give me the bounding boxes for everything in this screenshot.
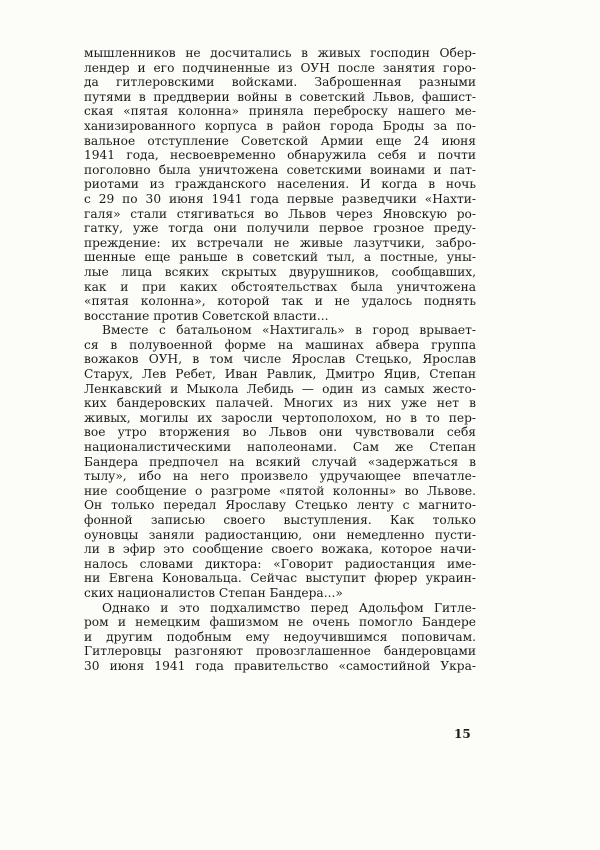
body-text <box>84 46 476 674</box>
text-line: тылу», ибо на него произвело удручающее впечатле- <box>84 469 476 484</box>
text-line: ся в полувоенной форме на машинах абвера группа <box>84 337 476 352</box>
text-line: ние сообщение о разгроме «пятой колонны» во Львове. <box>84 483 476 498</box>
text-line: налось словами диктора: «Говорит радиостанция име- <box>84 556 476 571</box>
text-line: лые лица всяких скрытых двурушников, сообщавших, <box>84 264 476 279</box>
text-line: шенные еще раньше в советский тыл, а постные, уны- <box>84 250 476 265</box>
text-line: мышленников не досчитались в живых господин Обер- <box>84 46 476 60</box>
text-line: ли в эфир это сообщение своего вожака, которое начи- <box>84 542 476 557</box>
text-line: вальное отступление Советской Армии еще 24 июня <box>84 133 476 148</box>
text-line: преждение: их встречали не живые лазутчики, забро- <box>84 235 476 250</box>
text-line: 30 июня 1941 года правительство «самостийной Укра- <box>84 658 476 673</box>
text-line: ханизированного корпуса в район города Броды за по- <box>84 118 476 133</box>
text-line: восстание против Советской власти... <box>84 308 329 323</box>
text-line: да гитлеровскими войсками. Заброшенная разными <box>84 75 476 90</box>
text-line: как и при каких обстоятельствах была уничтожена <box>84 279 476 294</box>
text-line: ром и немецким фашизмом не очень помогло Бандере <box>84 615 476 630</box>
text-line: с 29 по 30 июня 1941 года первые разведчики «Нахти- <box>84 191 476 206</box>
text-line: националистическими наполеонами. Сам же Степан <box>84 440 476 455</box>
text-line: ких бандеровских палачей. Многих из них уже нет в <box>84 396 476 411</box>
text-line: Гитлеровцы разгоняют провозглашенное бандеровцами <box>84 644 476 659</box>
text-line: оуновцы заняли радиостанцию, они немедленно пусти- <box>84 527 476 542</box>
text-line: ская «пятая колонна» приняла переброску нашего ме- <box>84 104 476 119</box>
text-line: вожаков ОУН, в том числе Ярослав Стецько, Ярослав <box>84 352 476 367</box>
page-number: 15 <box>454 727 471 741</box>
text-line: Ленкавский и Мыкола Лебидь — один из самых жесто- <box>84 381 476 396</box>
text-line: риотами из гражданского населения. И когда в ночь <box>84 177 476 192</box>
text-line: живых, могилы их заросли чертополохом, но в то пер- <box>84 410 476 425</box>
text-line: Вместе с батальоном «Нахтигаль» в город врывает- <box>102 323 476 338</box>
text-line: вое утро вторжения во Львов они чувствовали себя <box>84 425 476 440</box>
text-line: ских националистов Степан Бандера...» <box>84 585 343 600</box>
text-line: гатку, уже тогда они получили первое грозное преду- <box>84 221 476 236</box>
text-line: галя» стали стягиваться во Львов через Яновскую ро- <box>84 206 476 221</box>
text-line: Бандера предпочел на всякий случай «задержаться в <box>84 454 476 469</box>
text-line: Однако и это подхалимство перед Адольфом Гитле- <box>102 600 476 615</box>
text-line: ни Евгена Коновальца. Сейчас выступит фюрер украин- <box>84 571 476 586</box>
text-line: Он только передал Ярославу Стецько ленту с магнито- <box>84 498 476 513</box>
text-line: фонной записью своего выступления. Как только <box>84 513 476 527</box>
text-line: и другим подобным ему недоучившимся поповичам. <box>84 629 476 644</box>
text-line: 1941 года, несвоевременно обнаружила себя и почти <box>84 148 476 163</box>
text-line: поголовно была уничтожена советскими воинами и пат- <box>84 162 476 177</box>
text-line: лендер и его подчиненные из ОУН после занятия горо- <box>84 60 476 75</box>
text-line: «пятая колонна», которой так и не удалось поднять <box>84 294 476 309</box>
text-line: путями в преддверии войны в советский Львов, фашист- <box>84 89 476 104</box>
text-line: Старух, Лев Ребет, Иван Равлик, Дмитро Яцив, Степан <box>84 367 476 382</box>
